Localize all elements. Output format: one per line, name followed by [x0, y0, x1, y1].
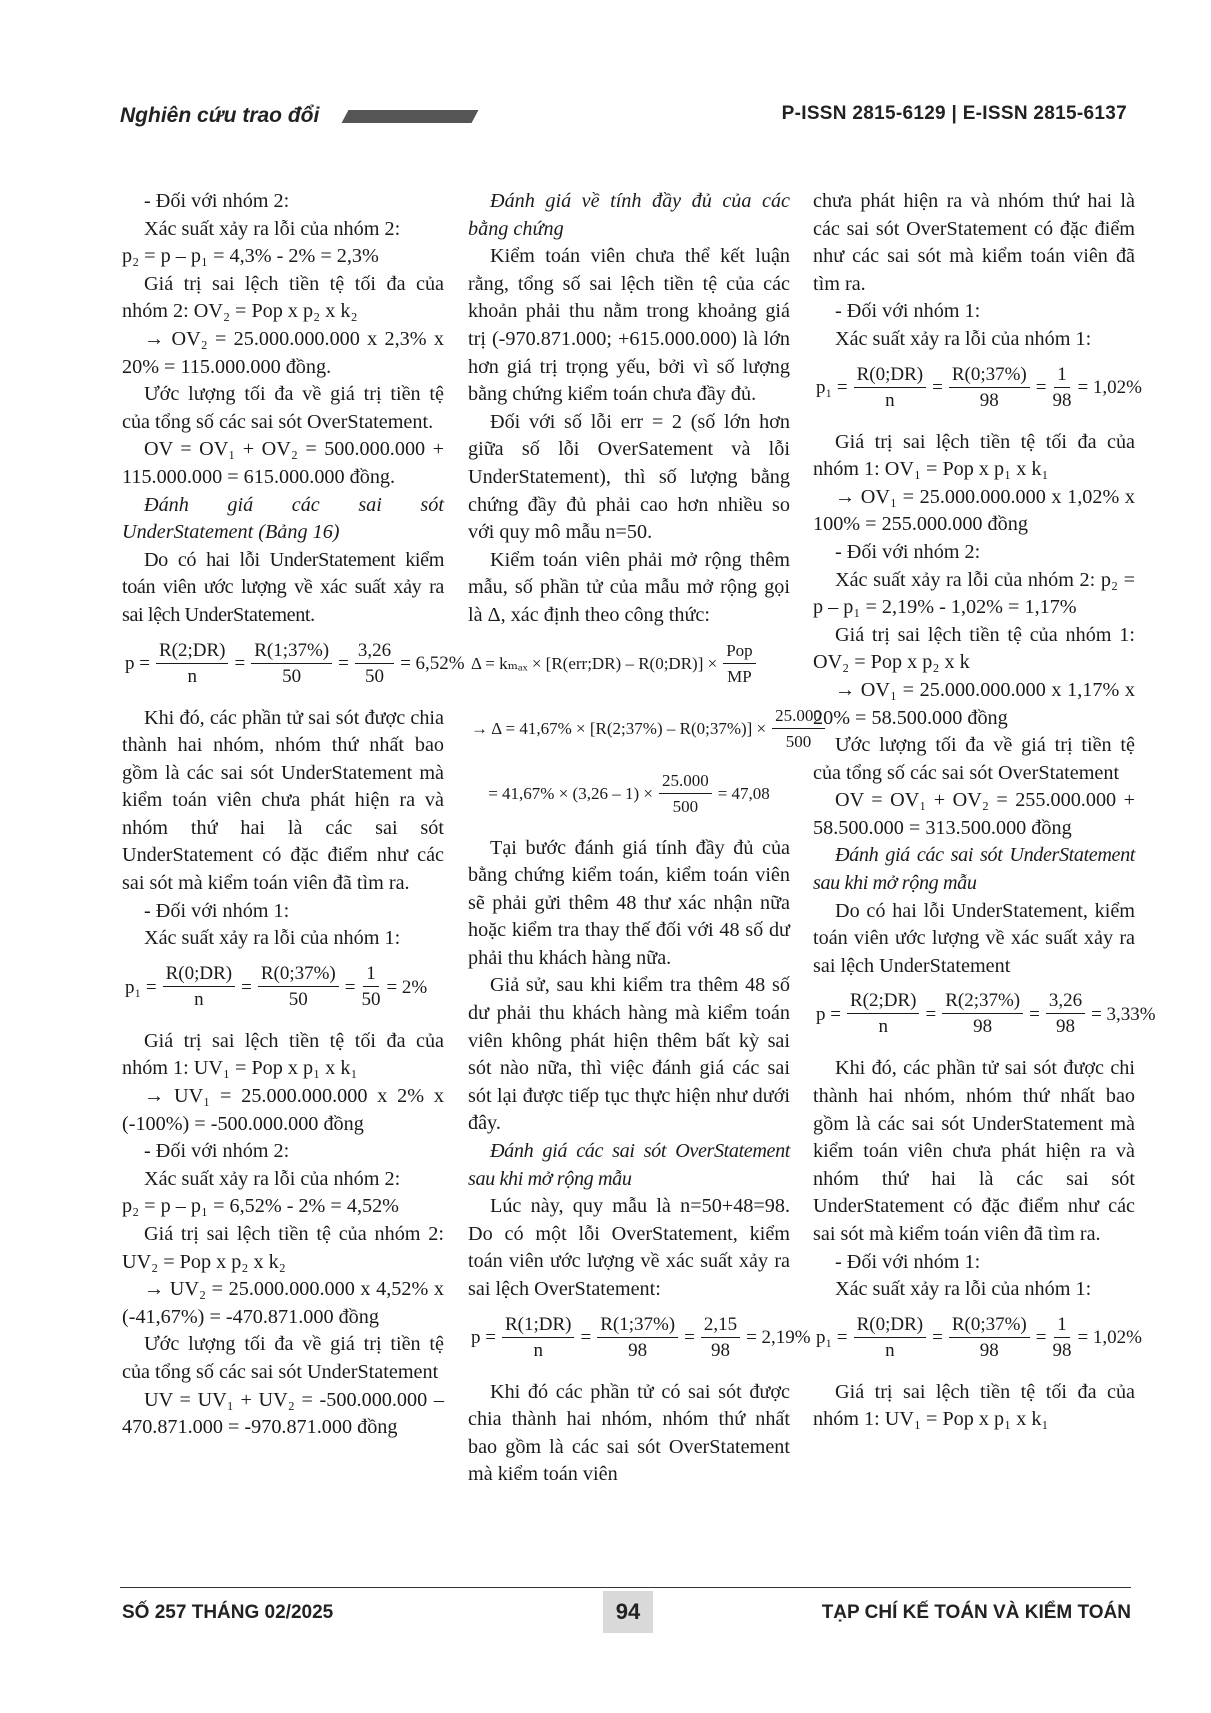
formula: p₁ = $\frac{R(0;DR)}{n}$ = $\frac{R(0;37\%)}{50}$ = $\frac{1}{50}$ = 2%	[125, 962, 428, 1010]
paragraph: Giá trị sai lệch tiền tệ tối đa của nhóm 2: OV₂ = Pop x p₂ x k₂	[122, 272, 444, 323]
text-column-1	[122, 188, 465, 1442]
paragraph: p₂ = p – p₁ = 6,52% - 2% = 4,52%	[122, 1195, 399, 1218]
paragraph: - Đối với nhóm 1:	[835, 1250, 981, 1273]
paragraph: Khi đó các phần tử có sai sót được chia thành hai nhóm, nhóm thứ nhất bao gồm là các sai sót OverStatement mà kiểm toán viên	[468, 1380, 790, 1486]
formula: p₁ = $\frac{R(0;DR)}{n}$ = $\frac{R(0;37\%)}{98}$ = $\frac{1}{98}$ = 1,02%	[816, 363, 1143, 411]
paragraph: - Đối với nhóm 2:	[835, 540, 981, 563]
paragraph: Do có hai lỗi UnderStatement, kiểm toán viên ước lượng về xác suất xảy ra sai lệch UnderStatement	[813, 899, 1135, 977]
paragraph: → OV₁ = 25.000.000.000 x 1,02% x 100% = 255.000.000 đồng	[813, 485, 1135, 536]
footer-divider	[120, 1587, 1131, 1588]
paragraph: Ước lượng tối đa về giá trị tiền tệ của tổng số các sai sót OverStatement.	[122, 383, 444, 433]
issn-label: P-ISSN 2815-6129 | E-ISSN 2815-6137	[781, 103, 1127, 124]
formula: Δ = kₘₐₓ × [R(err;DR) – R(0;DR)] × $\frac{\text{Pop}}{MP}$	[468, 640, 790, 689]
paragraph: Xác suất xảy ra lỗi của nhóm 1:	[835, 1278, 1092, 1301]
page-number: 94	[603, 1591, 653, 1633]
formula: = 41,67% × (3,26 – 1) × $\frac{25.000}{500}$ = 47,08	[488, 770, 770, 816]
paragraph: Xác suất xảy ra lỗi của nhóm 1:	[835, 327, 1092, 350]
paragraph: Xác suất xảy ra lỗi của nhóm 2:	[144, 1167, 401, 1190]
formula: p₁ = $\frac{R(0;DR)}{n}$ = $\frac{R(0;37\%)}{98}$ = $\frac{1}{98}$ = 1,02%	[816, 1313, 1143, 1361]
paragraph: Xác suất xảy ra lỗi của nhóm 2:	[144, 217, 401, 240]
paragraph: Khi đó, các phần tử sai sót được chia thành hai nhóm, nhóm thứ nhất bao gồm là các sai sót UnderStatement mà kiểm toán viên chưa phát hiện ra và nhóm thứ hai là các sai sót UnderStatement có đặc điểm như các sai sót mà kiểm toán viên đã tìm ra.	[122, 706, 444, 895]
formula: → Δ = 41,67% × [R(2;37%) – R(0;37%)] × $\frac{25.000}{500}$	[468, 705, 790, 754]
paragraph: - Đối với nhóm 2:	[144, 190, 290, 212]
paragraph: Ước lượng tối đa về giá trị tiền tệ của tổng số các sai sót OverStatement	[813, 734, 1135, 784]
text-column-3	[813, 188, 1156, 1434]
paragraph: Giả sử, sau khi kiểm tra thêm 48 số dư phải thu khách hàng mà kiểm toán viên không phát hiện thêm bất kỳ sai sót nào nữa, thì việc đánh giá các sai sót lại được tiếp tục thực hiện như dưới đây.	[468, 974, 790, 1135]
paragraph: OV = OV₁ + OV₂ = 500.000.000 + 115.000.000 = 615.000.000 đồng.	[122, 438, 444, 488]
section-heading: Đánh giá về tính đầy đủ của các bằng chứng	[468, 190, 790, 240]
paragraph: Ước lượng tối đa về giá trị tiền tệ của tổng số các sai sót UnderStatement	[122, 1333, 444, 1383]
section-heading: Đánh giá các sai sót UnderStatement (Bảng 16)	[122, 493, 444, 544]
paragraph: UV = UV₁ + UV₂ = -500.000.000 – 470.871.000 = -970.871.000 đồng	[122, 1388, 444, 1439]
paragraph: Giá trị sai lệch tiền tệ tối đa của nhóm 1: UV₁ = Pop x p₁ x k₁	[813, 1380, 1135, 1431]
paragraph: - Đối với nhóm 1:	[835, 300, 981, 323]
text-column-2	[468, 188, 822, 1489]
paragraph: Giá trị sai lệch tiền tệ tối đa của nhóm 1: UV₁ = Pop x p₁ x k₁	[122, 1029, 444, 1080]
paragraph: Xác suất xảy ra lỗi của nhóm 1:	[144, 927, 401, 950]
formula: p = $\frac{R(1;DR)}{n}$ = $\frac{R(1;37\%)}{98}$ = $\frac{2,15}{98}$ = 2,19%	[471, 1313, 811, 1361]
paragraph: chưa phát hiện ra và nhóm thứ hai là các sai sót OverStatement có đặc điểm như các sai sót mà kiểm toán viên đã tìm ra.	[813, 190, 1135, 295]
paragraph: Giá trị sai lệch tiền tệ tối đa của nhóm 1: OV₁ = Pop x p₁ x k₁	[813, 430, 1135, 481]
paragraph: - Đối với nhóm 2:	[144, 1140, 290, 1163]
paragraph: Kiểm toán viên phải mở rộng thêm mẫu, số phần tử của mẫu mở rộng gọi là Δ, xác định theo công thức:	[468, 548, 790, 626]
formula: p = $\frac{R(2;DR)}{n}$ = $\frac{R(1;37\%)}{50}$ = $\frac{3,26}{50}$ = 6,52%	[125, 639, 465, 687]
paragraph: → UV₂ = 25.000.000.000 x 4,52% x (-41,67%) = -470.871.000 đồng	[122, 1278, 444, 1328]
paragraph: → OV₂ = 25.000.000.000 x 2,3% x 20% = 115.000.000 đồng.	[122, 327, 444, 378]
paragraph: Tại bước đánh giá tính đầy đủ của bằng chứng kiểm toán, kiểm toán viên sẽ phải gửi thêm 48 thư xác nhận nữa hoặc kiểm tra thay thế đối với 48 số dư phải thu khách hàng nữa.	[468, 836, 790, 969]
paragraph: Đối với số lỗi err = 2 (số lớn hơn giữa số lỗi OverSatement và lỗi UnderStatement), thì số lượng bằng chứng đầy đủ phải cao hơn nhiều so với quy mô mẫu n=50.	[468, 410, 790, 544]
header-decorative-bar	[342, 110, 479, 123]
page-header	[0, 92, 1211, 142]
paragraph: Kiểm toán viên chưa thể kết luận rằng, tổng số sai lệch tiền tệ của các khoản phải thu nằm trong khoảng giá trị (-970.871.000; +615.000.000) là lớn hơn giá trị trọng yếu, bởi vì số lượng bằng chứng kiểm toán chưa đầy đủ.	[468, 245, 790, 406]
paragraph: → UV₁ = 25.000.000.000 x 2% x (-100%) = -500.000.000 đồng	[122, 1085, 444, 1135]
paragraph: Lúc này, quy mẫu là n=50+48=98. Do có một lỗi OverStatement, kiểm toán viên ước lượng về xác suất xảy ra sai lệch OverStatement:	[468, 1195, 790, 1300]
paragraph: Khi đó, các phần tử sai sót được chi thành hai nhóm, nhóm thứ nhất bao gồm là các sai sót UnderStatement mà kiểm toán viên chưa phát hiện ra và nhóm thứ hai là các sai sót UnderStatement có đặc điểm như các sai sót mà kiểm toán viên đã tìm ra.	[813, 1057, 1135, 1245]
section-heading: Đánh giá các sai sót UnderStatement sau khi mở rộng mẫu	[813, 844, 1135, 895]
paragraph: Giá trị sai lệch tiền tệ của nhóm 1: OV₂ = Pop x p₂ x k	[813, 623, 1135, 674]
paragraph: Giá trị sai lệch tiền tệ của nhóm 2: UV₂ = Pop x p₂ x k₂	[122, 1223, 444, 1273]
paragraph: p₂ = p – p₁ = 4,3% - 2% = 2,3%	[122, 245, 379, 268]
issue-label: SỐ 257 THÁNG 02/2025	[122, 1602, 334, 1623]
formula: p = $\frac{R(2;DR)}{n}$ = $\frac{R(2;37\%)}{98}$ = $\frac{3,26}{98}$ = 3,33%	[816, 990, 1156, 1038]
paragraph: - Đối với nhóm 1:	[144, 899, 290, 922]
paragraph: Do có hai lỗi UnderStatement kiểm toán viên ước lượng về xác suất xảy ra sai lệch UnderStatement.	[122, 548, 444, 626]
section-title: Nghiên cứu trao đổi	[120, 104, 320, 127]
journal-title: TẠP CHÍ KẾ TOÁN VÀ KIỂM TOÁN	[821, 1602, 1131, 1623]
paragraph: → OV₁ = 25.000.000.000 x 1,17% x 20% = 58.500.000 đồng	[813, 678, 1135, 729]
section-heading: Đánh giá các sai sót OverStatement sau khi mở rộng mẫu	[468, 1140, 790, 1190]
paragraph: Xác suất xảy ra lỗi của nhóm 2: p₂ = p – p₁ = 2,19% - 1,02% = 1,17%	[813, 568, 1135, 619]
paragraph: OV = OV₁ + OV₂ = 255.000.000 + 58.500.000 = 313.500.000 đồng	[813, 789, 1135, 839]
